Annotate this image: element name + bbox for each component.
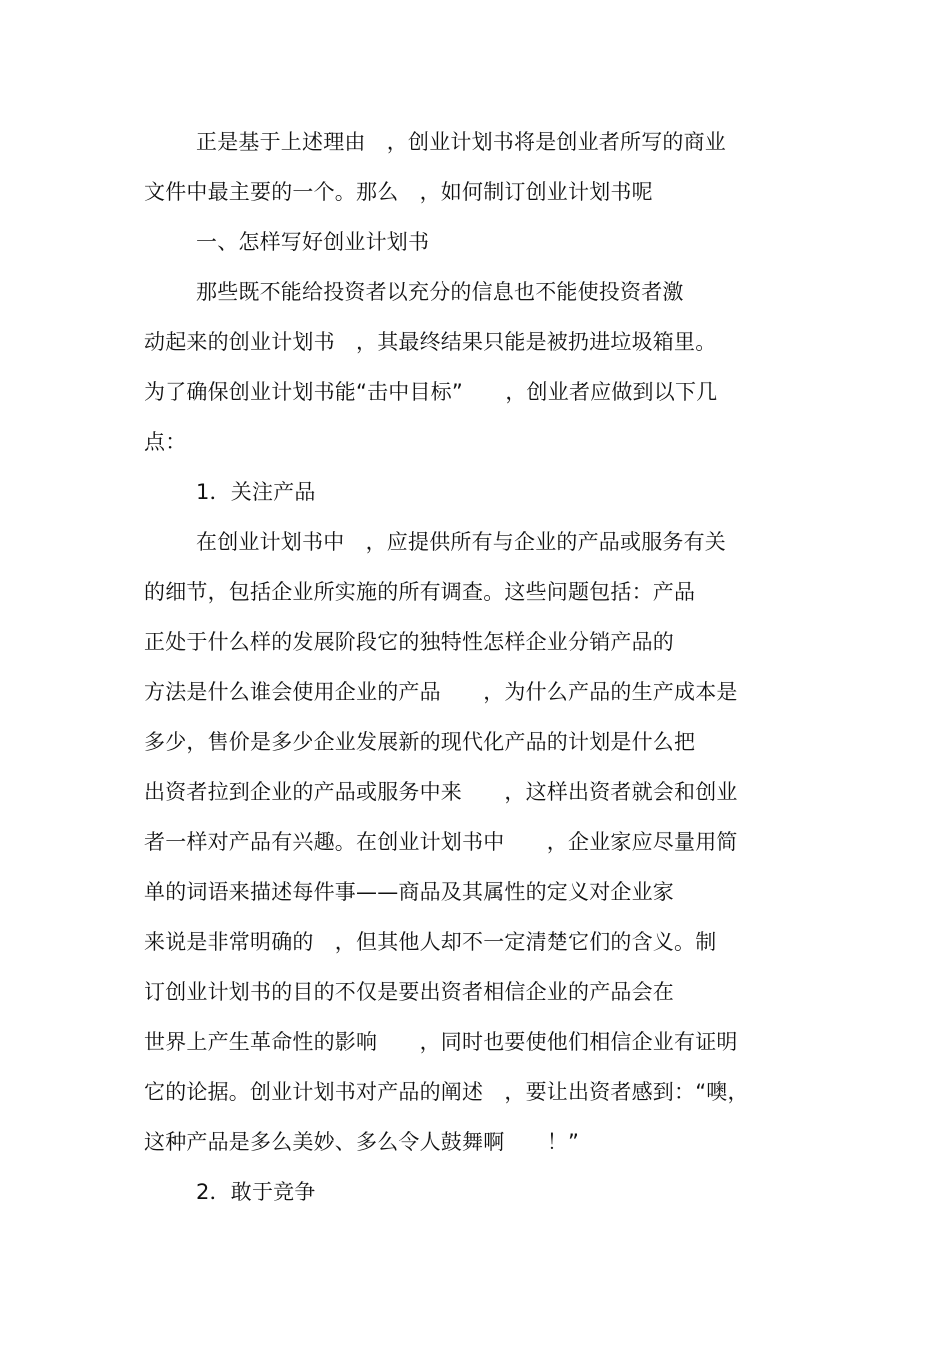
text-line: 那些既不能给投资者以充分的信息也不能使投资者激	[196, 280, 684, 304]
subsection-heading: 2．敢于竞争	[196, 1180, 316, 1204]
text-line: 来说是非常明确的 ，但其他人却不一定清楚它们的含义。制	[144, 930, 717, 954]
text-line: 为了确保创业计划书能“击中目标” ，创业者应做到以下几	[144, 380, 718, 404]
text-line: 在创业计划书中 ，应提供所有与企业的产品或服务有关	[196, 530, 726, 554]
section-heading: 一、怎样写好创业计划书	[196, 230, 430, 254]
text-line: 正处于什么样的发展阶段它的独特性怎样企业分销产品的	[144, 630, 674, 654]
text-line: 方法是什么谁会使用企业的产品 ，为什么产品的生产成本是	[144, 680, 738, 704]
subsection-heading: 1．关注产品	[196, 480, 316, 504]
text-line: 多少，售价是多少企业发展新的现代化产品的计划是什么把	[144, 730, 696, 754]
text-line: 点：	[144, 430, 187, 454]
text-line: 者一样对产品有兴趣。在创业计划书中 ，企业家应尽量用简	[144, 830, 738, 854]
text-line: 这种产品是多么美妙、多么令人鼓舞啊 ！”	[144, 1130, 580, 1154]
text-line: 订创业计划书的目的不仅是要出资者相信企业的产品会在	[144, 980, 674, 1004]
text-line: 出资者拉到企业的产品或服务中来 ，这样出资者就会和创业	[144, 780, 738, 804]
text-line: 文件中最主要的一个。那么 ，如何制订创业计划书呢	[144, 180, 653, 204]
text-line: 的细节，包括企业所实施的所有调查。这些问题包括：产品	[144, 580, 696, 604]
text-line: 正是基于上述理由 ，创业计划书将是创业者所写的商业	[196, 130, 726, 154]
text-line: 它的论据。创业计划书对产品的阐述 ，要让出资者感到：“噢，	[144, 1080, 749, 1104]
text-line: 动起来的创业计划书 ，其最终结果只能是被扔进垃圾箱里。	[144, 330, 717, 354]
text-line: 世界上产生革命性的影响 ，同时也要使他们相信企业有证明	[144, 1030, 738, 1054]
text-line: 单的词语来描述每件事——商品及其属性的定义对企业家	[144, 880, 674, 904]
